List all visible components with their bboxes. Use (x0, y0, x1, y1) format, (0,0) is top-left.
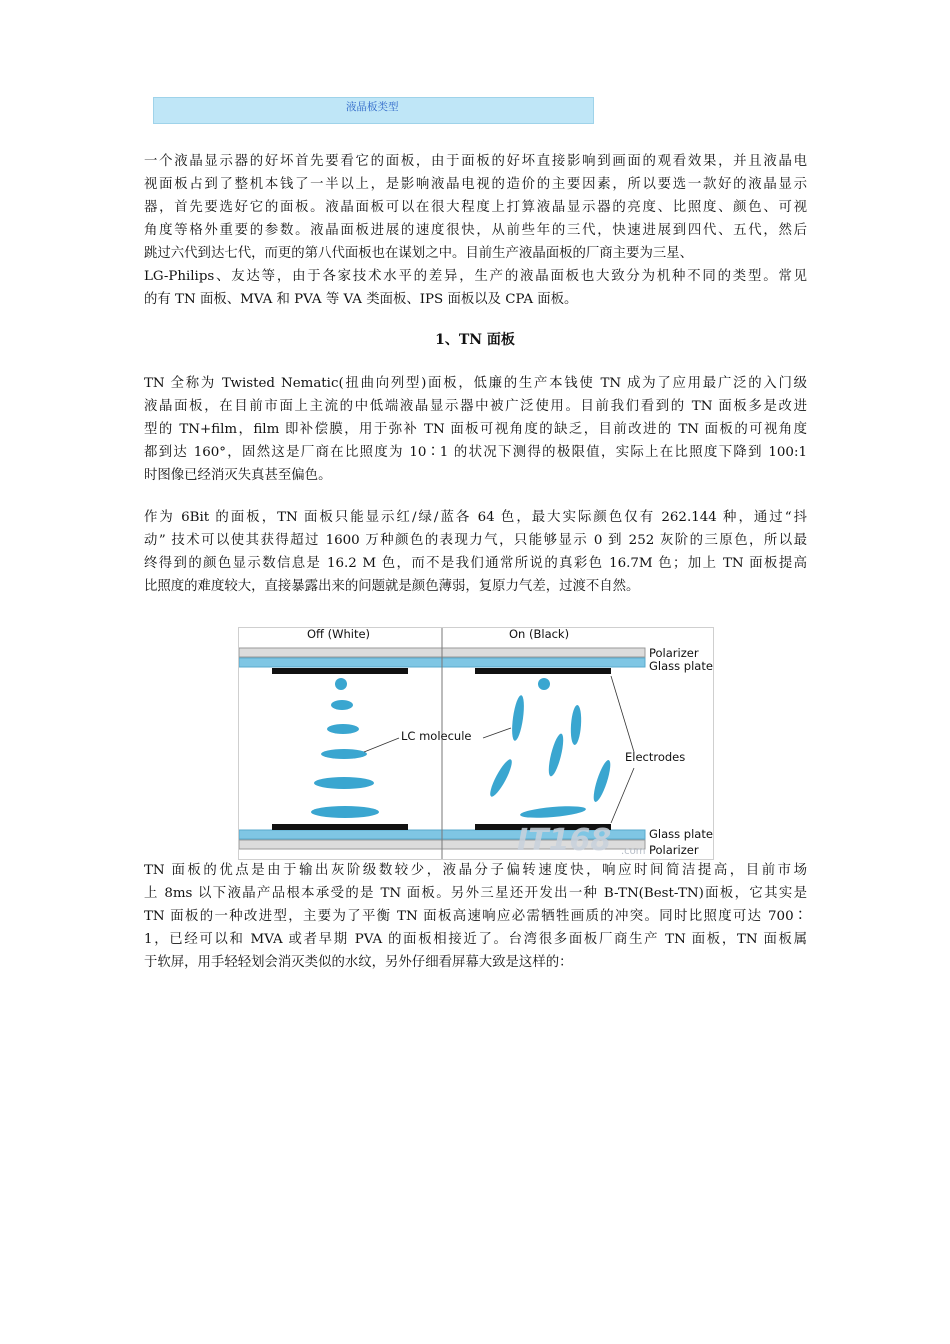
tn-paragraph-1 (144, 372, 807, 487)
section-heading-text: 1、TN 面板 (435, 332, 515, 348)
lc-molecule (538, 678, 550, 690)
lc-leader-left (364, 738, 399, 752)
text-line: TN 面板的一种改进型，主要为了平衡 TN 面板高速响应必需牺牲画质的冲突。同时比照度可达 700∶ (144, 909, 807, 924)
electrode-bottom-left (272, 824, 408, 830)
text-line: 都到达 160°，固然这是厂商在比照度为 10∶1 的状况下测得的极限值，实际上在比照度下降到 100:1 (144, 445, 807, 460)
text-line: 于软屏，用手轻轻划会消灭类似的水纹，另外仔细看屏幕大致是这样的： (144, 955, 573, 970)
text-line: 跳过六代到达七代，而更的第八代面板也在谋划之中。目前生产液晶面板的厂商主要为三星、 (144, 246, 694, 261)
lc-leader-right (483, 728, 511, 738)
tn-structure-figure (238, 627, 714, 860)
lc-molecule-label: LC molecule (401, 729, 472, 743)
off-white-label: Off (White) (307, 628, 371, 641)
watermark-logo: IT168 (517, 823, 612, 858)
electrodes-label: Electrodes (625, 750, 686, 764)
intro-paragraph (144, 150, 807, 311)
lc-molecule (335, 678, 347, 690)
lc-molecule (327, 724, 359, 734)
tn-paragraph-2 (144, 506, 807, 598)
lc-molecule (314, 777, 374, 789)
text-line: 动” 技术可以使其获得超过 1600 万种颜色的表现力气，只能够显示 0 到 252 灰阶的三原色，所以最 (144, 533, 807, 548)
banner-title: 液晶板类型 (346, 101, 399, 113)
text-line: LG-Philips、友达等，由于各家技术水平的差异，生产的液晶面板也大致分为机种不同的类型。常见 (144, 269, 807, 284)
text-line: 1，已经可以和 MVA 或者早期 PVA 的面板相接近了。台湾很多面板厂商生产 TN 面板，TN 面板属 (144, 932, 807, 947)
section-heading-tn (0, 329, 950, 349)
text-line: 型的 TN+film，film 即补偿膜，用于弥补 TN 面板可视角度的缺乏，目前改进的 TN 面板的可视角度 (144, 422, 807, 437)
lc-molecule (510, 695, 526, 742)
watermark-suffix: .com (621, 846, 646, 857)
text-line: 终得到的颜色显示数信息是 16.2 M 色，而不是我们通常所说的真彩色 16.7M 色；加上 TN 面板提高 (144, 556, 807, 571)
text-line: 一个液晶显示器的好坏首先要看它的面板，由于面板的好坏直接影响到画面的观看效果，并且液晶电 (144, 154, 807, 169)
lc-molecule (590, 759, 613, 804)
electrode-top-right (475, 668, 611, 674)
electrode-top-left (272, 668, 408, 674)
on-black-label: On (Black) (509, 628, 570, 641)
text-line: 上 8ms 以下液晶产品根本承受的是 TN 面板。另外三星还开发出一种 B-TN(Best-TN)面板，它其实是 (144, 886, 807, 901)
tn-diagram (239, 628, 713, 859)
text-line: 作为 6Bit 的面板，TN 面板只能显示红/绿/蓝各 64 色，最大实际颜色仅有 262.144 种，通过“抖 (144, 510, 807, 525)
lc-molecule (520, 804, 587, 820)
text-line: TN 全称为 Twisted Nematic(扭曲向列型)面板，低廉的生产本钱使 TN 成为了应用最广泛的入门级 (144, 376, 807, 391)
text-line: 视面板占到了整机本钱了一半以上，是影响液晶电视的造价的主要因素，所以要选一款好的液晶显示 (144, 177, 807, 192)
lc-molecule (321, 749, 367, 759)
tn-paragraph-3 (144, 859, 807, 974)
lc-molecule (570, 705, 583, 746)
text-line: TN 面板的优点是由于输出灰阶级数较少，液晶分子偏转速度快，响应时间简洁提高，目前市场 (144, 863, 807, 878)
polarizer-top-label: Polarizer (649, 646, 699, 660)
polarizer-bottom-label: Polarizer (649, 843, 699, 857)
text-line: 器，首先要选好它的面板。液晶面板可以在很大程度上打算液晶显示器的亮度、比照度、颜色、可视 (144, 200, 807, 215)
lc-molecule (487, 757, 516, 799)
electrodes-leader-top (611, 676, 634, 752)
electrodes-leader-bottom (611, 768, 634, 823)
lc-molecule (546, 732, 566, 777)
glass-plate-bottom-label: Glass plate (649, 827, 713, 841)
lc-molecule (311, 806, 379, 818)
text-line: 角度等格外重要的参数。液晶面板进展的速度很快，从前些年的三代，快速进展到四代、五代，然后 (144, 223, 807, 238)
text-line: 的有 TN 面板、MVA 和 PVA 等 VA 类面板、IPS 面板以及 CPA 面板。 (144, 292, 578, 307)
section-banner (153, 97, 594, 124)
text-line: 液晶面板，在目前市面上主流的中低端液晶显示器中被广泛使用。目前我们看到的 TN 面板多是改进 (144, 399, 807, 414)
glass-plate-top-label: Glass plate (649, 659, 713, 673)
lc-molecule (331, 700, 353, 710)
text-line: 时图像已经消灭失真甚至偏色。 (144, 468, 332, 483)
text-line: 比照度的难度较大，直接暴露出来的问题就是颜色薄弱，复原力气差，过渡不自然。 (144, 579, 640, 594)
